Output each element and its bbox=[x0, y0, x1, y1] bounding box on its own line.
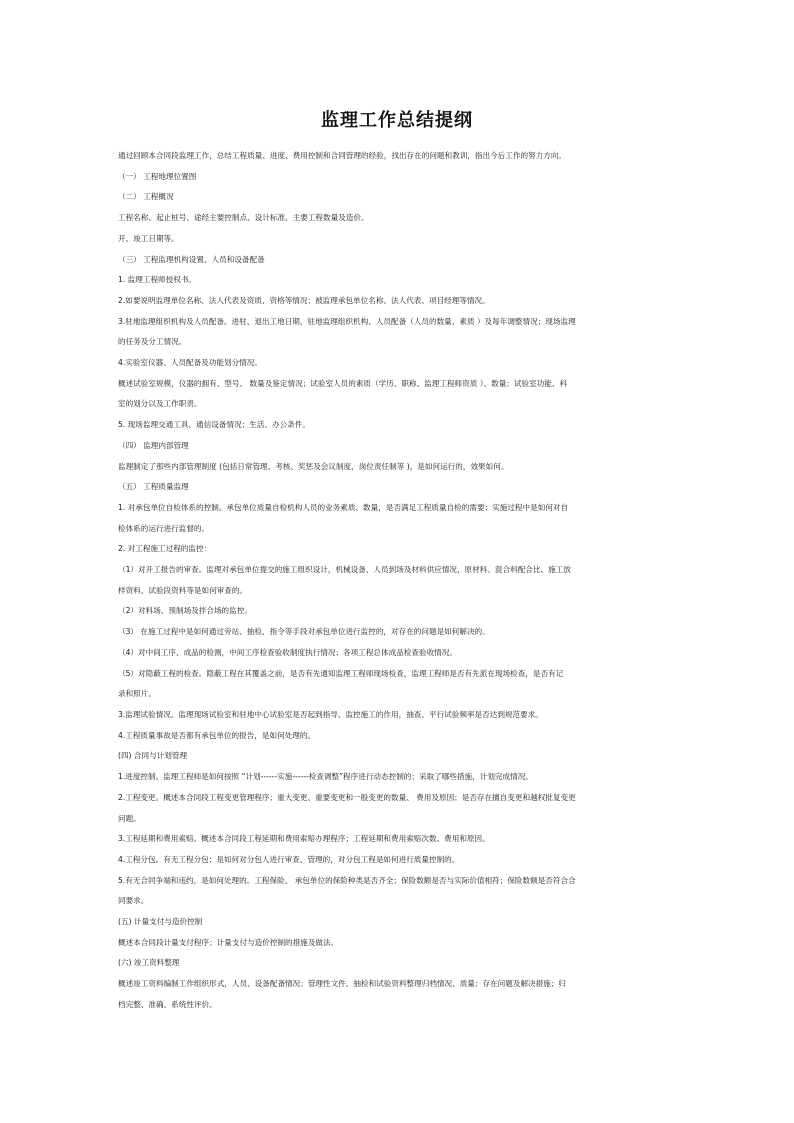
paragraph-line: 的任务及分工情况。 bbox=[118, 337, 187, 347]
paragraph-line: 3.监理试验情况。监理现场试验室和驻地中心试验室是否起到指导、监控施工的作用，抽查、平行试验频率是否达到规范要求。 bbox=[118, 709, 543, 719]
paragraph-line: 2.如要说明监理单位名称、法人代表及资质、资格等情况；被监理承包单位名称、法人代表、项目经理等情况。 bbox=[118, 295, 490, 305]
paragraph-line: 3.驻地监理组织机构及人员配备。进驻、退出工地日期，驻地监理组织机构、人员配备（人员的数量、素质 ）及每年调整情况；现场监理 bbox=[118, 316, 576, 326]
paragraph-line: 问题。 bbox=[118, 813, 141, 823]
paragraph-line: 样资料、试验段资料等是如何审查的。 bbox=[118, 585, 248, 595]
paragraph-line: 2. 对工程施工过程的监控： bbox=[118, 544, 212, 554]
paragraph-line: 1. 监理工程师授权书。 bbox=[118, 275, 197, 285]
paragraph-line: 开、竣工日期等。 bbox=[118, 233, 179, 243]
document-body bbox=[118, 146, 678, 1016]
paragraph-line: 5.有无合同争端和违约，是如何处理的。工程保险。 承包单位的保险种类是否齐全；保险数额是否与实际价值相符；保险数额是否符合合 bbox=[118, 875, 576, 885]
paragraph-line: 室的划分以及工作职责。 bbox=[118, 399, 202, 409]
paragraph-line: （二） 工程概况 bbox=[118, 192, 174, 202]
paragraph-line: 4.工程分包。有无工程分包；是如何对分包人进行审查、管理的，对分包工程是如何进行质量控制的。 bbox=[118, 854, 460, 864]
paragraph-line: 检体系的运行进行监督的。 bbox=[118, 523, 210, 533]
paragraph-line: 3.工程延期和费用索赔。概述本合同段工程延期和费用索赔办理程序；工程延期和费用索赔次数、费用和原因。 bbox=[118, 834, 490, 844]
paragraph-line: 监理制定了那些内部管理制度 (包括日常管理、考核、奖惩及会议制度，岗位责任制等 )，是如何运行的，效果如何。 bbox=[118, 461, 509, 471]
paragraph-line: 档完整、准确、系统性评价。 bbox=[118, 999, 217, 1009]
paragraph-line: 概述试验室规模，仪器的拥有、型号、 数量及鉴定情况；试验室人员的素质（学历、职称、监理工程师资质 ）、数量；试验室功能、科 bbox=[118, 378, 568, 388]
paragraph-line: 概述本合同段计量支付程序；计量支付与造价控制的措施及做法。 bbox=[118, 937, 339, 947]
paragraph-line: （5）对隐蔽工程的检查。隐蔽工程在其覆盖之前，是否有先通知监理工程师现场检查，监理工程师是否有先派在现场检查，是否有记 bbox=[118, 668, 564, 678]
paragraph-line: （3） 在施工过程中是如何通过旁站、抽检、指令等手段对承包单位进行监控的，对存在的问题是如何解决的。 bbox=[118, 627, 490, 637]
paragraph-line: 同要求。 bbox=[118, 896, 149, 906]
paragraph-line: (六) 竣工资料整理 bbox=[118, 958, 180, 968]
paragraph-line: 4.工程质量事故是否都有承包单位的报告，是如何处理的。 bbox=[118, 730, 316, 740]
paragraph-line: （一） 工程地理位置图 bbox=[118, 171, 197, 181]
paragraph-line: 5. 现场监理交通工具、通信设备情况；生活、办公条件。 bbox=[118, 420, 310, 430]
paragraph-line: 1.进度控制。监理工程师是如何按照 “计划------实施------检查调整”程序进行动态控制的；采取了哪些措施，计划完成情况。 bbox=[118, 772, 533, 782]
paragraph-line: 通过回顾本合同段监理工作，总结工程质量、进度、费用控制和合同管理的经验，找出存在的问题和教训，指出今后工作的努力方向。 bbox=[118, 151, 567, 160]
paragraph-line: （1）对开工报告的审查。监理对承包单位提交的施工组织设计，机械设备、人员到场及材料供应情况，原材料、混合料配合比、施工放 bbox=[118, 565, 571, 575]
paragraph-line: (五) 计量支付与造价控制 bbox=[118, 917, 203, 927]
paragraph-line: 1. 对承包单位自检体系的控制。承包单位质量自检机构人员的业务素质、数量，是否满足工程质量自检的需要；实施过程中是如何对自 bbox=[118, 502, 569, 512]
paragraph-line: 工程名称、起止桩号、途经主要控制点、设计标准、主要工程数量及造价。 bbox=[118, 213, 369, 223]
paragraph-line: (四) 合同与计划管理 bbox=[118, 751, 188, 761]
paragraph-line: （四） 监理内部管理 bbox=[118, 440, 189, 450]
paragraph-line: （4）对中间工序、成品的检测，中间工序检查验收制度执行情况；各项工程总体成品检查验收情况。 bbox=[118, 647, 457, 657]
paragraph-line: （三） 工程监理机构设置、人员和设备配备 bbox=[118, 254, 265, 264]
paragraph-line: 录和照片。 bbox=[118, 689, 156, 699]
paragraph-line: （五） 工程质量监理 bbox=[118, 482, 189, 492]
paragraph-line: （2）对料场、预制场及拌合场的监控。 bbox=[118, 606, 252, 616]
paragraph-line: 2.工程变更。概述本合同段工程变更管理程序；重大变更、重要变更和一般变更的数量、 费用及原因；是否存在擅自变更和越权批复变更 bbox=[118, 792, 576, 802]
paragraph-line: 4.实验室仪器、人员配备及功能划分情况。 bbox=[118, 358, 262, 368]
paragraph-line: 概述竣工资料编制工作组织形式，人员、设备配备情况；管理性文件、抽检和试验资料整理归档情况、质量；存在问题及解决措施；归 bbox=[118, 979, 567, 989]
document-title: 监理工作总结提纲 bbox=[321, 110, 473, 131]
